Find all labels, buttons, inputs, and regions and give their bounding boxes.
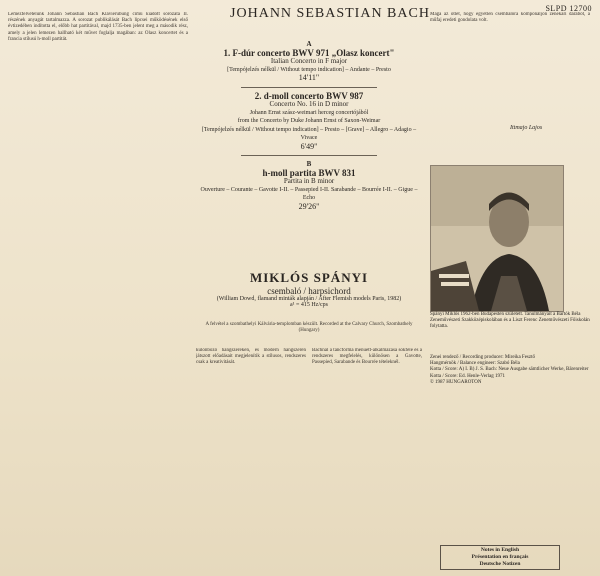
- liner-notes-far-right-text: Maga az ötlet, hogy egyetlen csembalóra komponáljon zenekari darabot, a műfaj eredeti gondolata volt.: [430, 12, 590, 24]
- liner-notes-left-text: Lemezfelvételünk Johann Sebastian Bach Klavierübung című kiadott sorozata II. részének anyagát tartalmazza. A sorozat publikálását Bach lipcsei működésének első évtizedében indította el, előbb hat partitával, majd 1735-ben jelent meg a második rész, amely a jelen lemezen hallható két művet foglalja magában: az Olasz koncertet és a francia stílusú h-moll partitát.: [8, 12, 188, 42]
- signature: Ittmajo Lajos: [510, 125, 543, 131]
- side-a-label: A: [306, 40, 312, 48]
- work-3-subtitle: Partita in B minor: [283, 177, 335, 185]
- liner-notes-mid-text: különböző hangszereken, és modern hangszeren játszott előadásait megjelenítik a stílusos, rendszeres csak a kreativitását.: [196, 348, 306, 366]
- liner-notes-left: [8, 12, 188, 572]
- work-2-duration: 6'49": [300, 141, 318, 151]
- artist-name: MIKLÓS SPÁNYI: [249, 270, 369, 285]
- artist-photo: [430, 165, 564, 312]
- work-1-title: 1. F-dúr concerto BWV 971 „Olasz koncert": [223, 47, 395, 58]
- divider: [241, 87, 377, 88]
- work-1-movements: [Tempójelzés nélkül / Without tempo indication] – Andante – Presto: [227, 66, 391, 73]
- liner-notes-mid: [196, 348, 306, 570]
- photo-caption: Spányi Miklós 1962-ben Budapesten született. Tanulmányait a Bartók Béla Zeneművészeti Szakközépiskolában és a Liszt Ferenc Zeneművészeti Főiskolán folytatta.: [430, 312, 590, 329]
- artist-instrument: csembaló / harpsichord: [267, 286, 351, 296]
- credits: Zenei rendező / Recording producer: Mireika Fesztő Hangmérnök / Balance engineer: Szabó Béla Kotta / Score: A) I. B) J. S. Bach: Neue Ausgabe sämtlicher Werke, Bärenreiter Kotta / Score: Ed. Henle-Verlag 1971 © 1987 HUNGAROTON: [430, 355, 589, 385]
- portrait-image: [431, 166, 563, 311]
- program-listing: [196, 40, 422, 266]
- notes-box: Notes in English Présentation en français Deutsche Notizen: [440, 545, 560, 570]
- artist-block: [196, 270, 422, 308]
- recording-info: A felvétel a szombathelyi Kálvária-templomban készült. Recorded at the Calvary Church, Szombathely (Hungary): [205, 322, 413, 333]
- work-2-title: 2. d-moll concerto BWV 987: [254, 90, 364, 101]
- divider: [241, 155, 377, 156]
- work-1-duration: 14'11": [298, 73, 320, 82]
- work-3-title: h-moll partita BWV 831: [262, 167, 356, 178]
- composer-title: JOHANN SEBASTIAN BACH: [230, 6, 430, 21]
- pitch: a¹ = 415 Hz/cps: [289, 302, 328, 308]
- liner-notes-far-right: [430, 12, 590, 122]
- side-b-label: B: [306, 160, 312, 168]
- work-3-movements: Ouverture – Courante – Gavotte I-II. – Passepied I-II. Sarabande – Bourrée I-II. – Gigue – Echo: [200, 186, 418, 201]
- work-1-subtitle: Italian Concerto in F major: [270, 57, 348, 65]
- catalog-number: SLPD 12700: [545, 4, 592, 13]
- work-2-note: Johann Ernst szász-weimari herceg concertójából from the Concerto by Duke Johann Ernst of Saxon-Weimar: [237, 109, 381, 124]
- work-2-subtitle: Concerto No. 16 in D minor: [269, 100, 349, 108]
- instrument-note: (William Dowd, flamand minták alapján / After Flemish models Paris, 1982): [216, 296, 402, 302]
- work-2-movements: [Tempójelzés nélkül / Without tempo indication] – Presto – [Grave] – Allegro – Adagio – Vivace: [201, 126, 417, 141]
- liner-notes-right-text: Bachnál a táncforma menüett-alkalmazása sokféle és a rendszeres megfelelés, különösen a Gavotte, Passepied, Sarabande és Bourrée tételeknél.: [312, 348, 422, 366]
- liner-notes-right: [312, 348, 422, 570]
- work-3-duration: 29'26": [298, 201, 320, 211]
